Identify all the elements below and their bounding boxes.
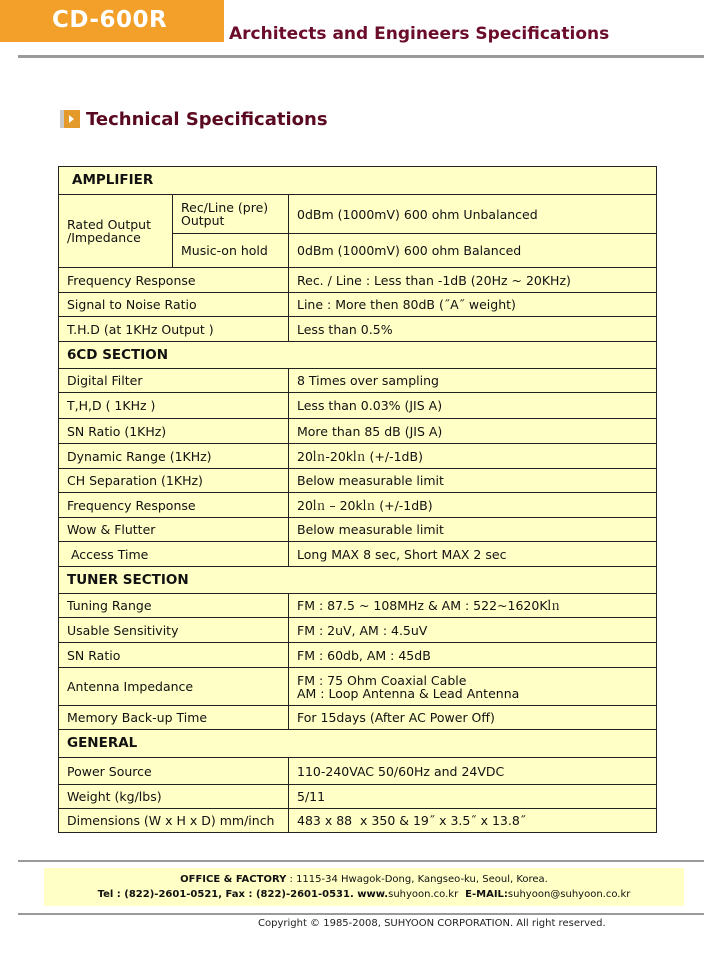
- contact-line: [44, 887, 684, 902]
- model-badge: CD-600R: [0, 0, 224, 42]
- spec-label: T,H,D ( 1KHz ): [59, 393, 289, 419]
- spec-label: Antenna Impedance: [59, 668, 289, 706]
- spec-value: Below measurable limit: [289, 518, 657, 542]
- www-label: www.: [357, 889, 389, 900]
- spec-label: Wow & Flutter: [59, 518, 289, 542]
- spec-value: [289, 668, 657, 706]
- spec-value: Long MAX 8 sec, Short MAX 2 sec: [289, 542, 657, 567]
- table-row: [59, 444, 657, 469]
- spec-value: 8 Times over sampling: [289, 369, 657, 393]
- spec-label: SN Ratio: [59, 643, 289, 668]
- spec-value: 0dBm (1000mV) 600 ohm Unbalanced: [289, 195, 657, 234]
- footer-divider-bottom: [18, 913, 704, 915]
- spec-value: FM : 87.5 ~ 108MHz & AM : 522~1620K㏑: [289, 594, 657, 618]
- table-row: [59, 393, 657, 419]
- table-row: [59, 469, 657, 493]
- spec-label: Dynamic Range (1KHz): [59, 444, 289, 469]
- table-row: [59, 293, 657, 317]
- email-link[interactable]: suhyoon@suhyoon.co.kr: [507, 889, 631, 900]
- fax-label: Fax :: [225, 889, 253, 900]
- group-row-tuner-section: [59, 567, 657, 594]
- spec-label: Frequency Response: [59, 268, 289, 293]
- table-row: [59, 195, 657, 234]
- spec-sublabel: Music-on hold: [173, 234, 289, 268]
- table-row: [59, 594, 657, 618]
- spec-value-line: FM : 75 Ohm Coaxial Cable: [297, 672, 467, 688]
- spec-value: 0dBm (1000mV) 600 ohm Balanced: [289, 234, 657, 268]
- group-heading: 6CD SECTION: [59, 342, 657, 369]
- section-title: Technical Specifications: [86, 108, 328, 130]
- table-row: [59, 493, 657, 518]
- table-row: [59, 668, 657, 706]
- spec-value: More than 85 dB (JIS A): [289, 419, 657, 444]
- section-heading: [60, 108, 328, 130]
- email-label: E-MAIL:: [458, 889, 508, 900]
- spec-label: Dimensions (W x H x D) mm/inch: [59, 809, 289, 833]
- spec-value: Less than 0.5%: [289, 317, 657, 342]
- spec-value: FM : 2uV, AM : 4.5uV: [289, 618, 657, 643]
- spec-label: Weight (kg/lbs): [59, 785, 289, 809]
- table-row: [59, 317, 657, 342]
- spec-value-line: AM : Loop Antenna & Lead Antenna: [297, 685, 520, 701]
- office-address-line: [44, 868, 684, 887]
- spec-label: Memory Back-up Time: [59, 706, 289, 730]
- group-heading: TUNER SECTION: [59, 567, 657, 594]
- table-row: [59, 542, 657, 567]
- spec-value: Rec. / Line : Less than -1dB (20Hz ~ 20KHz): [289, 268, 657, 293]
- tel-value: (822)-2601-0521,: [120, 889, 226, 900]
- spec-label: Frequency Response: [59, 493, 289, 518]
- group-row-amplifier: [59, 167, 657, 195]
- website-link[interactable]: suhyoon.co.kr: [388, 889, 459, 900]
- spec-label: Digital Filter: [59, 369, 289, 393]
- table-row: [59, 809, 657, 833]
- specifications-table: [58, 166, 657, 833]
- arrow-right-icon: [60, 110, 80, 128]
- fax-value: (822)-2601-0531.: [252, 889, 358, 900]
- table-row: [59, 268, 657, 293]
- table-row: [59, 419, 657, 444]
- spec-label: Power Source: [59, 758, 289, 785]
- document-title: Architects and Engineers Specifications: [229, 24, 610, 44]
- tel-label: Tel :: [97, 889, 121, 900]
- footer-divider-top: [18, 860, 704, 862]
- group-row-general: [59, 730, 657, 758]
- spec-value: 5/11: [289, 785, 657, 809]
- spec-label: Tuning Range: [59, 594, 289, 618]
- spec-label: CH Separation (1KHz): [59, 469, 289, 493]
- spec-value: For 15days (After AC Power Off): [289, 706, 657, 730]
- spec-label: Signal to Noise Ratio: [59, 293, 289, 317]
- table-row: [59, 618, 657, 643]
- office-label: OFFICE & FACTORY: [180, 874, 287, 885]
- spec-value: Below measurable limit: [289, 469, 657, 493]
- spec-label: Access Time: [59, 542, 289, 567]
- spec-label: Usable Sensitivity: [59, 618, 289, 643]
- spec-value: FM : 60db, AM : 45dB: [289, 643, 657, 668]
- group-heading: GENERAL: [59, 730, 657, 758]
- spec-value: 20㏑ – 20k㏑ (+/-1dB): [289, 493, 657, 518]
- spec-sublabel: Rec/Line (pre) Output: [173, 195, 289, 234]
- table-row: [59, 785, 657, 809]
- spec-value: Less than 0.03% (JIS A): [289, 393, 657, 419]
- spec-label: SN Ratio (1KHz): [59, 419, 289, 444]
- header-divider: [18, 55, 704, 58]
- table-row: [59, 706, 657, 730]
- spec-label: Rated Output /Impedance: [59, 195, 173, 268]
- spec-value: 110-240VAC 50/60Hz and 24VDC: [289, 758, 657, 785]
- spec-value: 483 x 88 x 350 & 19˝ x 3.5˝ x 13.8˝: [289, 809, 657, 833]
- office-address: : 1115-34 Hwagok-Dong, Kangseo-ku, Seoul, Korea.: [286, 874, 548, 885]
- group-row-cd-section: [59, 342, 657, 369]
- spec-value: Line : More then 80dB (˝A˝ weight): [289, 293, 657, 317]
- table-row: [59, 518, 657, 542]
- table-row: [59, 369, 657, 393]
- copyright-notice: Copyright © 1985-2008, SUHYOON CORPORATION. All right reserved.: [258, 918, 606, 929]
- spec-label: T.H.D (at 1KHz Output ): [59, 317, 289, 342]
- spec-value: 20㏑-20k㏑ (+/-1dB): [289, 444, 657, 469]
- table-row: [59, 758, 657, 785]
- group-heading: AMPLIFIER: [59, 167, 657, 195]
- contact-info: [44, 868, 684, 906]
- table-row: [59, 643, 657, 668]
